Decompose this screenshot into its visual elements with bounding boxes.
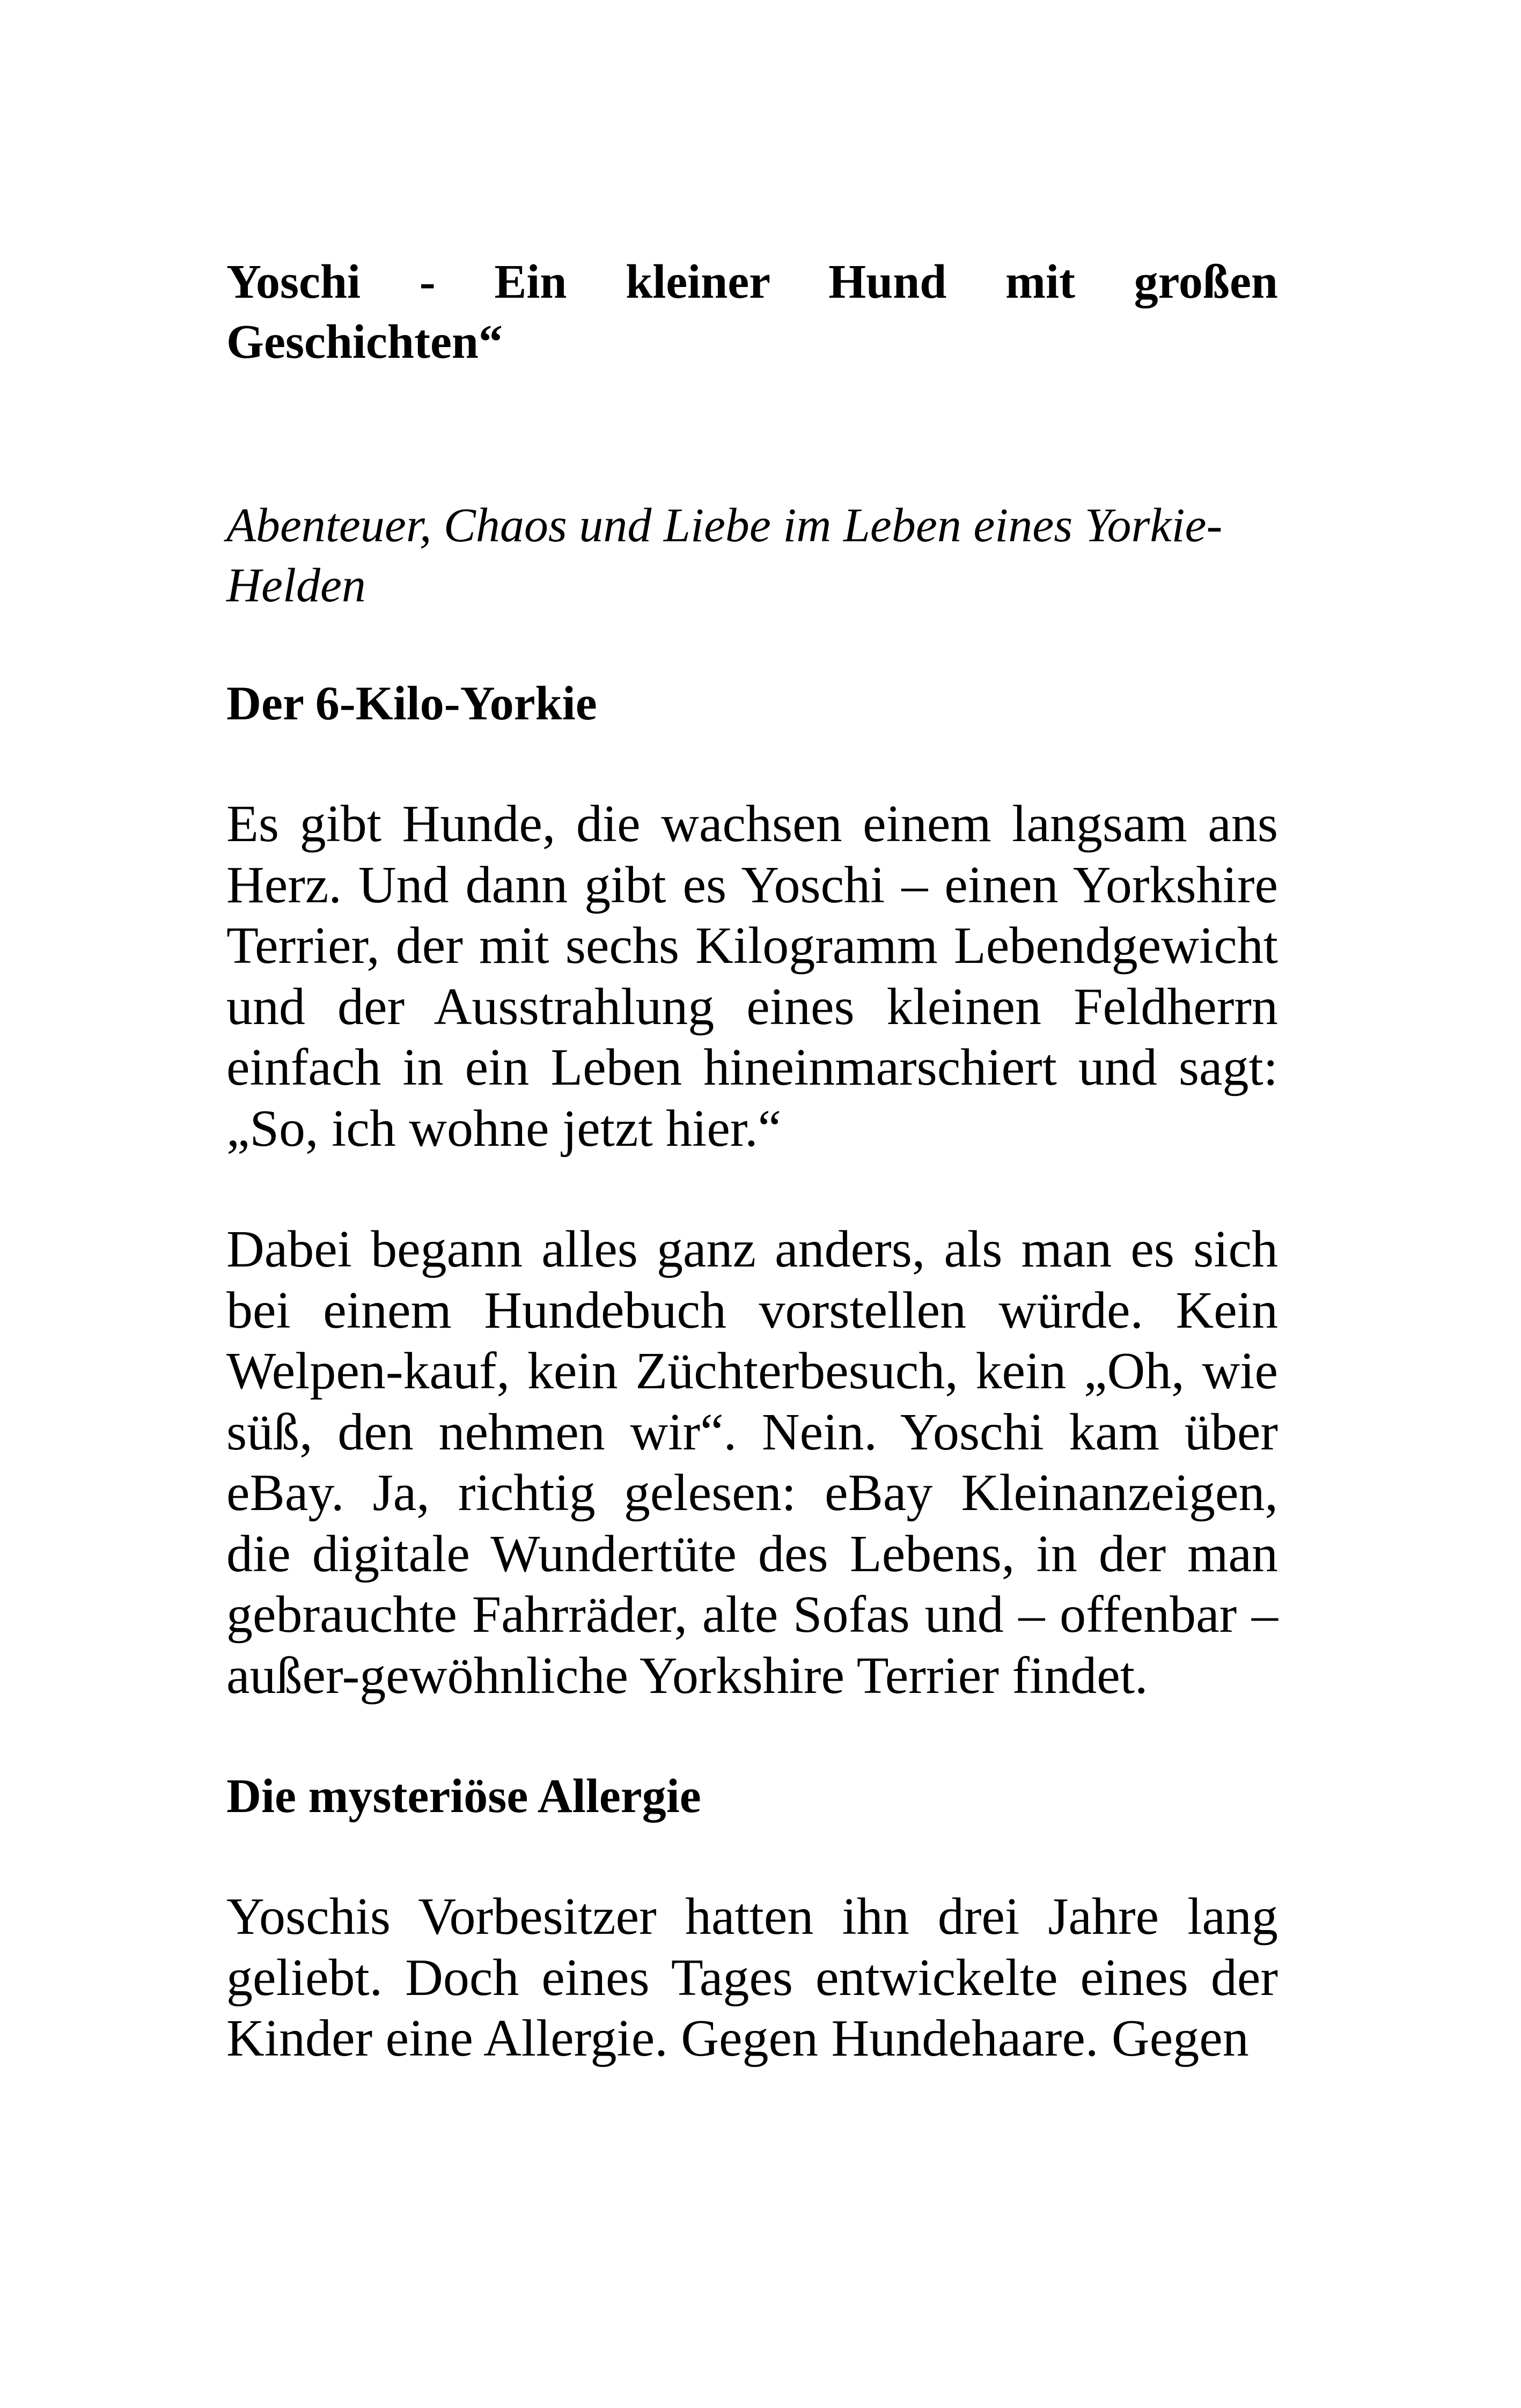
paragraph: Dabei begann alles ganz anders, als man es sich bei einem Hundebuch vorstellen würde. Kein Welpen-kauf, kein Züchterbesuch, kein „Oh, wie süß, den nehmen wir“. Nein. Yoschi kam über eBay. Ja, richtig gelesen: eBay Kleinanzeigen, die digitale Wundertüte des Lebens, in der man gebrauchte Fahrräder, alte Sofas und – offenbar – außer-gewöhnliche Yorkshire Terrier findet. (226, 1220, 1278, 1705)
section-heading-6-kilo-yorkie: Der 6-Kilo-Yorkie (226, 677, 597, 730)
section-heading-allergie: Die mysteriöse Allergie (226, 1770, 701, 1823)
paragraph: Yoschis Vorbesitzer hatten ihn drei Jahre lang geliebt. Doch eines Tages entwickelte eines der Kinder eine Allergie. Gegen Hundehaare. Gegen (226, 1888, 1278, 2067)
document-subtitle: Abenteuer, Chaos und Liebe im Leben eines Yorkie-Helden (226, 499, 1223, 612)
paragraph: Es gibt Hunde, die wachsen einem langsam ans Herz. Und dann gibt es Yoschi – einen Yorkshire Terrier, der mit sechs Kilogramm Lebendgewicht und der Ausstrahlung eines kleinen Feldherrn einfach in ein Leben hineinmarschiert und sagt: „So, ich wohne jetzt hier.“ (226, 795, 1278, 1158)
document-page (226, 252, 1278, 2070)
document-title: Yoschi - Ein kleiner Hund mit großen Geschichten“ (226, 255, 1278, 369)
